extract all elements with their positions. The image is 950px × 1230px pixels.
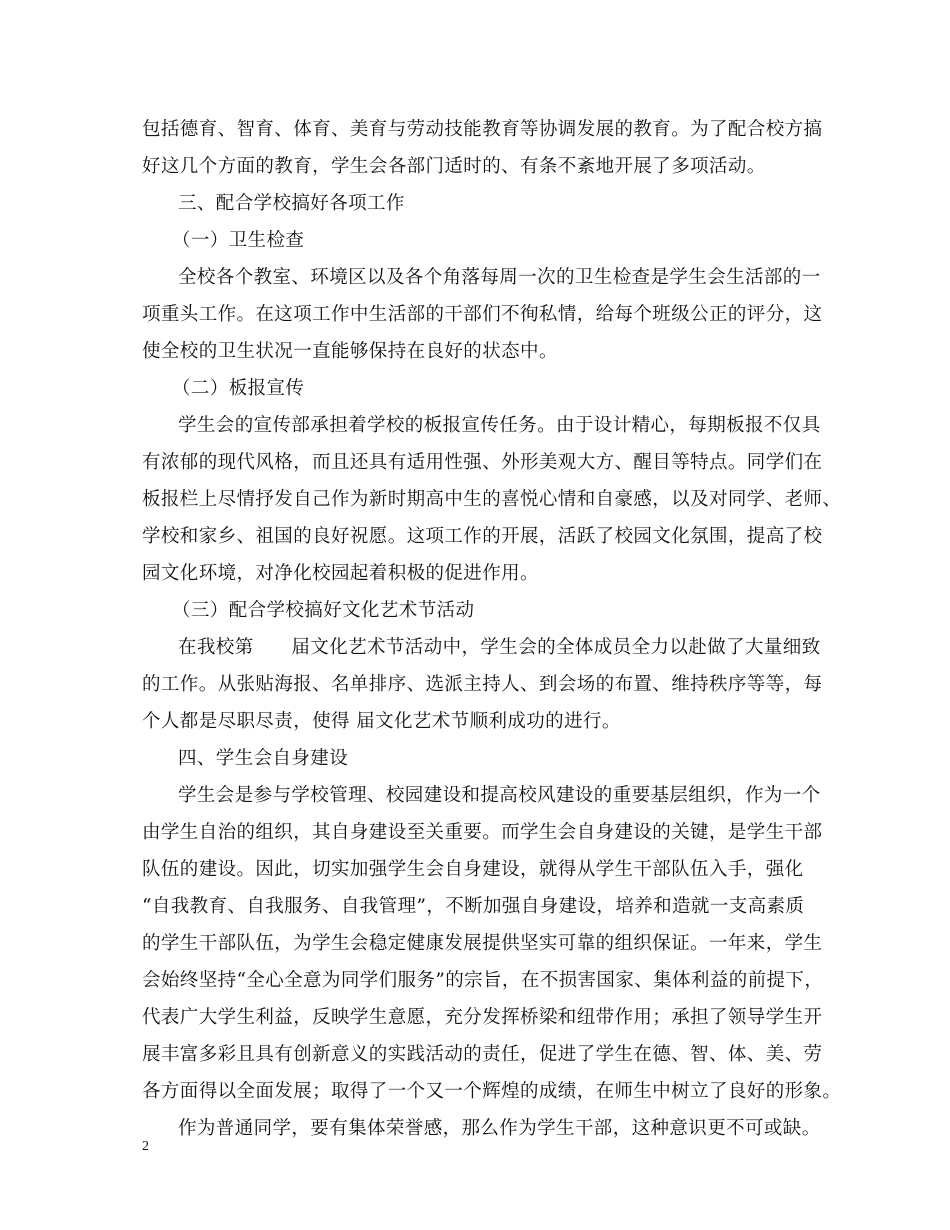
text-line: 的工作。从张贴海报、名单排序、选派主持人、到会场的布置、维持秩序等等，每: [142, 674, 823, 695]
text-line: 学生会是参与学校管理、校园建设和提高校风建设的重要基层组织，作为一个: [178, 785, 821, 806]
text-line: “自我教育、自我服务、自我管理”，不断加强自身建设，培养和造就一支高素质: [142, 896, 805, 917]
text-line: 学校和家乡、祖国的良好祝愿。这项工作的开展，活跃了校园文化氛围，提高了校: [142, 526, 823, 547]
page-number: 2: [142, 1139, 149, 1154]
subsection-heading: （三）配合学校搞好文化艺术节活动: [172, 600, 475, 621]
text-line: 好这几个方面的教育，学生会各部门适时的、有条不紊地开展了多项活动。: [142, 156, 766, 177]
text-line: 各方面得以全面发展；取得了一个又一个辉煌的成绩，在师生中树立了良好的形象。: [142, 1081, 842, 1102]
text-line: 会始终坚持“全心全意为同学们服务”的宗旨，在不损害国家、集体利益的前提下，: [142, 970, 824, 991]
text-line: 使全校的卫生状况一直能够保持在良好的状态中。: [142, 341, 558, 362]
subsection-heading: （二）板报宣传: [172, 378, 305, 399]
text-line: 包括德育、智育、体育、美育与劳动技能教育等协调发展的教育。为了配合校方搞: [142, 119, 823, 140]
section-heading: 四、学生会自身建设: [178, 748, 349, 769]
text-line: 板报栏上尽情抒发自己作为新时期高中生的喜悦心情和自豪感，以及对同学、老师、: [142, 489, 842, 510]
text-line: 全校各个教室、环境区以及各个角落每周一次的卫生检查是学生会生活部的一: [178, 267, 821, 288]
text-line: 学生会的宣传部承担着学校的板报宣传任务。由于设计精心，每期板报不仅具: [178, 415, 821, 436]
text-line: 项重头工作。在这项工作中生活部的干部们不徇私情，给每个班级公正的评分，这: [142, 304, 823, 325]
text-line: 有浓郁的现代风格，而且还具有适用性强、外形美观大方、醒目等特点。同学们在: [142, 452, 823, 473]
text-line: 的学生干部队伍，为学生会稳定健康发展提供坚实可靠的组织保证。一年来，学生: [142, 933, 823, 954]
subsection-heading: （一）卫生检查: [172, 230, 305, 251]
text-line: 队伍的建设。因此，切实加强学生会自身建设，就得从学生干部队伍入手，强化: [142, 859, 804, 880]
text-line: 由学生自治的组织，其自身建设至关重要。而学生会自身建设的关键，是学生干部: [142, 822, 823, 843]
text-line: 在我校第 届文化艺术节活动中，学生会的全体成员全力以赴做了大量细致: [178, 637, 821, 658]
section-heading: 三、配合学校搞好各项工作: [178, 193, 405, 214]
text-line: 作为普通同学，要有集体荣誉感，那么作为学生干部，这种意识更不可或缺。: [178, 1118, 821, 1139]
text-line: 园文化环境，对净化校园起着积极的促进作用。: [142, 563, 539, 584]
text-line: 代表广大学生利益，反映学生意愿，充分发挥桥梁和纽带作用；承担了领导学生开: [142, 1007, 823, 1028]
text-line: 展丰富多彩且具有创新意义的实践活动的责任，促进了学生在德、智、体、美、劳: [142, 1044, 823, 1065]
text-line: 个人都是尽职尽责，使得 届文化艺术节顺利成功的进行。: [142, 711, 621, 732]
